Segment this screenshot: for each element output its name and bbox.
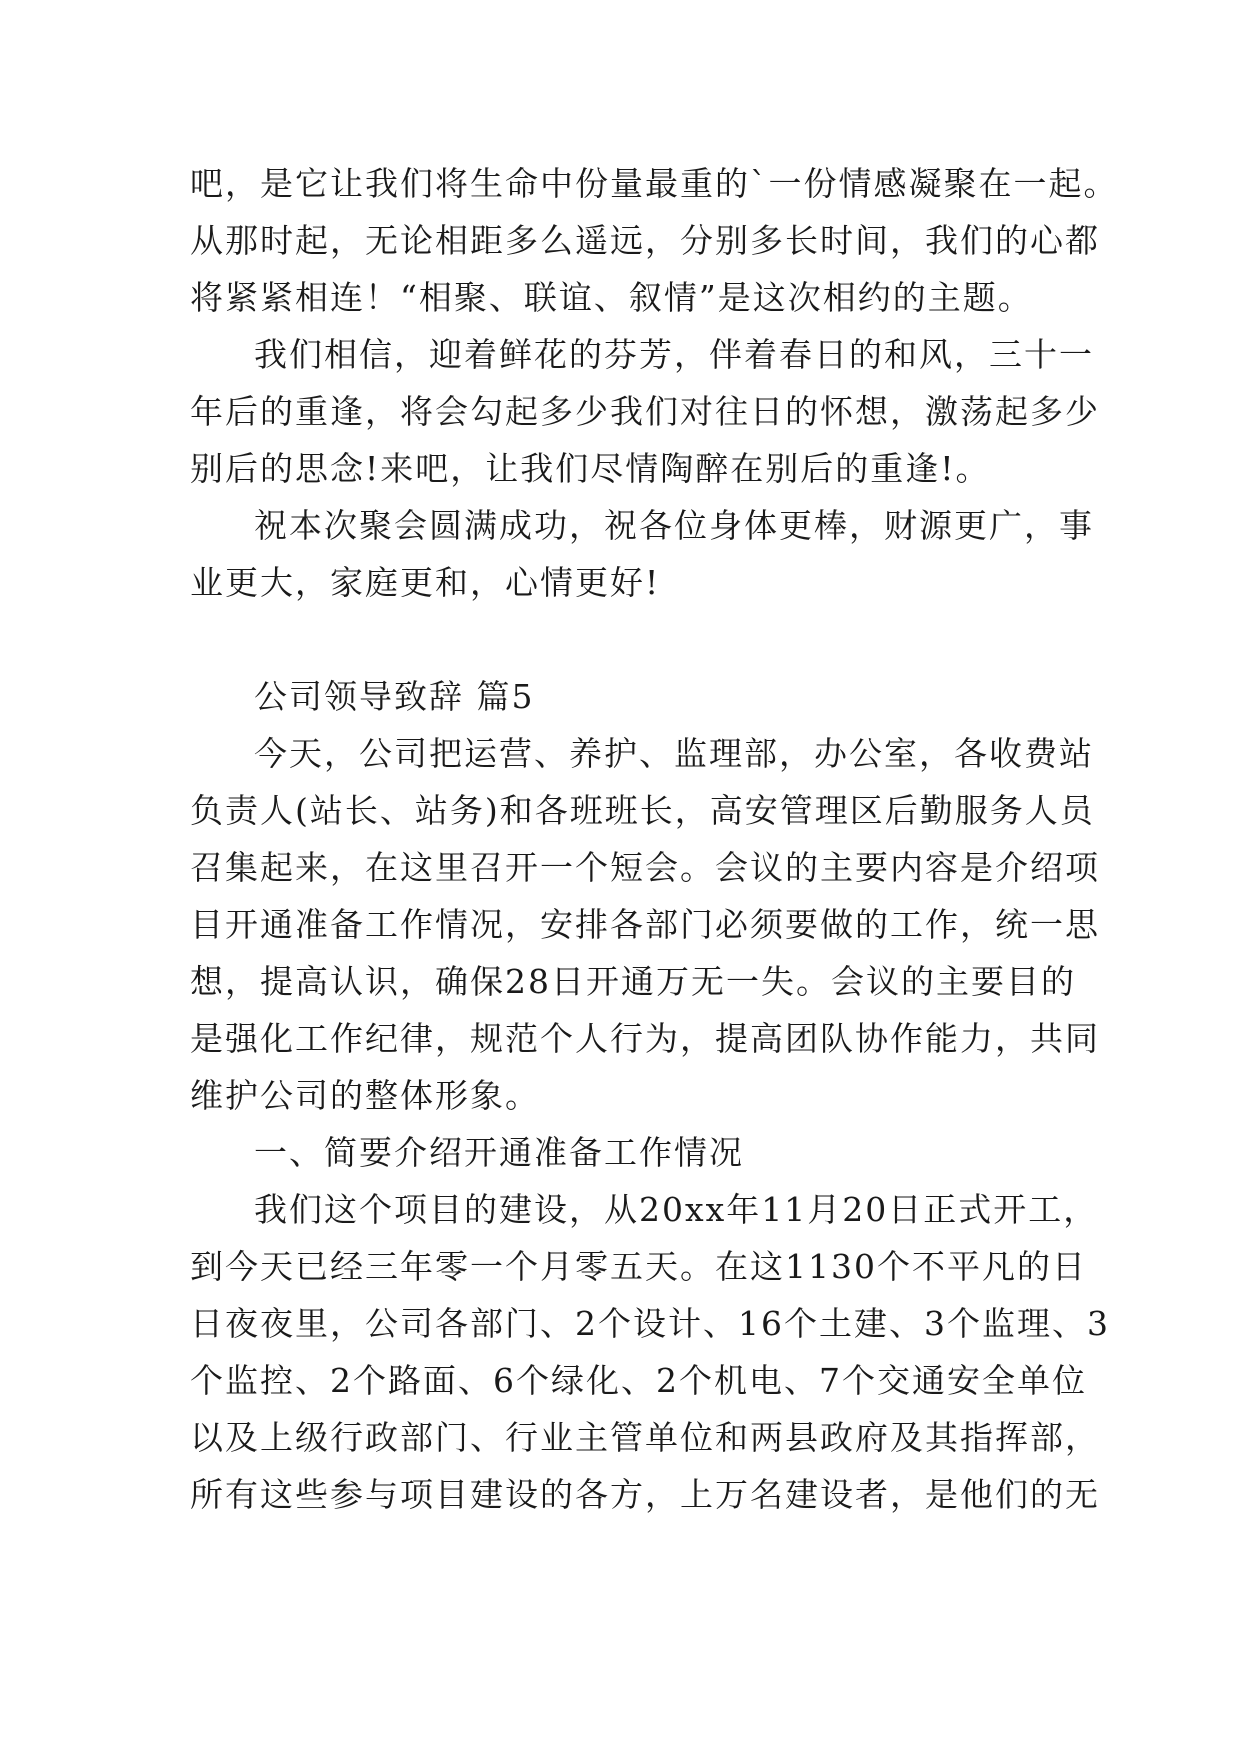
text-block-speech [190,668,1110,1523]
text-line: 到今天已经三年零一个月零五天。在这1130个不平凡的日 [190,1247,1087,1286]
subsection-heading: 一、简要介绍开通准备工作情况 [254,1133,744,1172]
text-line: 业更大，家庭更和，心情更好! [190,563,661,602]
text-line: 个监控、2个路面、6个绿化、2个机电、7个交通安全单位 [190,1361,1087,1400]
text-line: 别后的思念!来吧，让我们尽情陶醉在别后的重逢!。 [190,449,991,488]
paragraph-first-line: 今天，公司把运营、养护、监理部，办公室，各收费站 [254,734,1094,773]
section-title: 公司领导致辞 篇5 [254,677,535,716]
text-line: 吧，是它让我们将生命中份量最重的`一份情感凝聚在一起。 [190,164,1119,203]
text-line: 目开通准备工作情况，安排各部门必须要做的工作，统一思 [190,905,1100,944]
text-line: 以及上级行政部门、行业主管单位和两县政府及其指挥部， [190,1418,1100,1457]
text-line: 维护公司的整体形象。 [190,1076,540,1115]
paragraph-first-line: 我们相信，迎着鲜花的芬芳，伴着春日的和风，三十一 [254,335,1094,374]
text-line: 是强化工作纪律，规范个人行为，提高团队协作能力，共同 [190,1019,1100,1058]
text-line: 年后的重逢，将会勾起多少我们对往日的怀想，激荡起多少 [190,392,1100,431]
text-line: 所有这些参与项目建设的各方，上万名建设者，是他们的无 [190,1475,1100,1514]
text-line: 负责人(站长、站务)和各班班长，高安管理区后勤服务人员 [190,791,1095,830]
text-line: 想，提高认识，确保28日开通万无一失。会议的主要目的 [190,962,1076,1001]
paragraph-first-line: 我们这个项目的建设，从20xx年11月20日正式开工， [254,1190,1099,1229]
text-block-greeting [190,155,1119,611]
text-line: 日夜夜里，公司各部门、2个设计、16个土建、3个监理、3 [190,1304,1110,1343]
text-line: 从那时起，无论相距多么遥远，分别多长时间，我们的心都 [190,221,1100,260]
text-line: 召集起来，在这里召开一个短会。会议的主要内容是介绍项 [190,848,1100,887]
paragraph-first-line: 祝本次聚会圆满成功，祝各位身体更棒，财源更广，事 [254,506,1094,545]
text-line: 将紧紧相连！“相聚、联谊、叙情”是这次相约的主题。 [190,278,1033,317]
